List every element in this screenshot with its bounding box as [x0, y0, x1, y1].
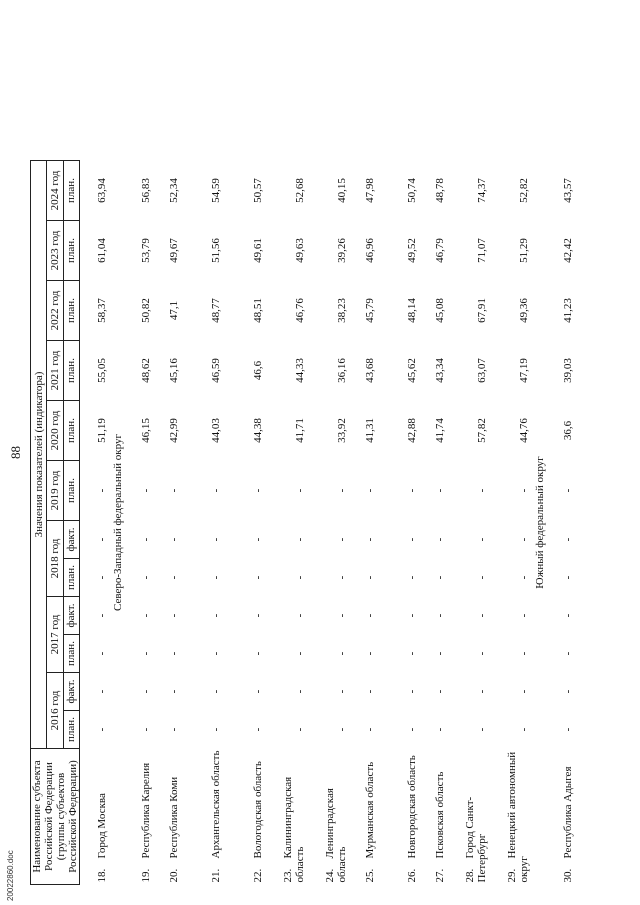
value-cell: 74,37 — [476, 178, 488, 203]
value-cell: 45,79 — [364, 298, 376, 323]
region-name: Новгородская область — [406, 755, 418, 859]
value-cell: - — [96, 689, 108, 694]
value-cell: 46,6 — [252, 360, 264, 381]
region-cell — [446, 749, 488, 885]
year-header: 2023 год — [47, 221, 63, 281]
table-row — [80, 161, 109, 885]
value-cell: - — [336, 488, 348, 493]
value-cell: - — [140, 488, 152, 493]
value-cell: 52,34 — [168, 178, 180, 203]
value-cell: 47,98 — [364, 178, 376, 203]
value-cell: 41,31 — [364, 418, 376, 443]
value-cell: - — [252, 575, 264, 580]
value-cell: - — [210, 613, 222, 618]
table-body — [80, 161, 575, 885]
value-cell: - — [476, 651, 488, 656]
table-row — [152, 161, 180, 885]
value-cell: - — [252, 689, 264, 694]
row-number: 26. — [406, 868, 418, 883]
value-cell: - — [434, 613, 446, 618]
value-cell: - — [518, 651, 530, 656]
value-cell: - — [406, 488, 418, 493]
year-header: 2018 год — [47, 521, 63, 597]
year-header: 2022 год — [47, 281, 63, 341]
value-cell: - — [168, 689, 180, 694]
value-cell: 48,78 — [434, 178, 446, 203]
table-row — [446, 161, 488, 885]
value-cell: - — [562, 613, 574, 618]
year-header: 2017 год — [47, 597, 63, 673]
value-cell: - — [168, 488, 180, 493]
value-cell: - — [140, 689, 152, 694]
value-cell: 43,57 — [562, 178, 574, 203]
value-cell: - — [364, 613, 376, 618]
value-cell: 48,77 — [210, 298, 222, 323]
value-cell: - — [562, 651, 574, 656]
value-cell: 45,08 — [434, 298, 446, 323]
value-cell: 43,34 — [434, 358, 446, 383]
year-header: 2021 год — [47, 341, 63, 401]
table-row — [348, 161, 376, 885]
value-cell: 45,62 — [406, 358, 418, 383]
row-number: 27. — [434, 868, 446, 883]
value-cell: 48,51 — [252, 298, 264, 323]
district-title: Северо-Западный федеральный округ — [112, 434, 124, 612]
value-cell: - — [336, 727, 348, 732]
value-cell: 39,26 — [336, 238, 348, 263]
value-cell: 47,19 — [518, 358, 530, 383]
value-cell: 42,42 — [562, 238, 574, 263]
value-cell: 47,1 — [168, 300, 180, 321]
value-cell: - — [364, 575, 376, 580]
value-cell: 46,15 — [140, 418, 152, 443]
table-row — [306, 161, 348, 885]
district-title: Южный федеральный округ — [534, 456, 546, 589]
value-cell: - — [210, 727, 222, 732]
value-cell: 54,59 — [210, 178, 222, 203]
value-cell: - — [140, 537, 152, 542]
value-cell: - — [476, 613, 488, 618]
value-cell: - — [476, 727, 488, 732]
value-cell: - — [252, 488, 264, 493]
value-cell: - — [476, 488, 488, 493]
region-name: Город Санкт-Петербург — [464, 796, 488, 883]
region-name: Республика Карелия — [140, 762, 152, 859]
value-cell: - — [406, 575, 418, 580]
value-cell: - — [210, 575, 222, 580]
value-cell: 61,04 — [96, 238, 108, 263]
value-cell: - — [168, 575, 180, 580]
value-cell: 53,79 — [140, 238, 152, 263]
value-cell: 42,88 — [406, 418, 418, 443]
value-cell: - — [406, 651, 418, 656]
value-cell: 42,99 — [168, 418, 180, 443]
plan-header: план. — [63, 401, 79, 461]
plan-header: план. — [63, 711, 79, 749]
value-cell: 48,14 — [406, 298, 418, 323]
value-cell: - — [336, 537, 348, 542]
value-cell: - — [476, 537, 488, 542]
value-cell: - — [518, 575, 530, 580]
value-cell: 44,33 — [294, 358, 306, 383]
row-number: 30. — [562, 868, 574, 883]
year-header: 2020 год — [47, 401, 63, 461]
plan-header: план. — [63, 161, 79, 221]
value-cell: - — [476, 575, 488, 580]
value-cell: 49,52 — [406, 238, 418, 263]
plan-header: план. — [63, 635, 79, 673]
value-cell: - — [562, 727, 574, 732]
plan-header: план. — [63, 221, 79, 281]
value-cell: - — [406, 613, 418, 618]
table-row — [180, 161, 222, 885]
year-header: 2019 год — [47, 461, 63, 521]
fact-header: факт. — [63, 597, 79, 635]
row-number: 25. — [364, 868, 376, 883]
value-cell: - — [518, 727, 530, 732]
value-cell: - — [210, 689, 222, 694]
value-cell: - — [476, 689, 488, 694]
row-number: 22. — [252, 868, 264, 883]
value-cell: 46,76 — [294, 298, 306, 323]
row-number: 21. — [210, 868, 222, 883]
region-name: Псковская область — [434, 771, 446, 859]
value-cell: - — [252, 537, 264, 542]
document-id: 20022860.doc — [6, 850, 15, 901]
region-name: Калининградская область — [282, 776, 306, 883]
value-cell: 55,05 — [96, 358, 108, 383]
value-cell: 50,57 — [252, 178, 264, 203]
value-cell: - — [96, 613, 108, 618]
region-cell — [152, 749, 180, 885]
row-number: 20. — [168, 868, 180, 883]
value-cell: - — [406, 689, 418, 694]
value-cell: - — [294, 689, 306, 694]
value-cell: 44,03 — [210, 418, 222, 443]
value-cell: - — [96, 537, 108, 542]
value-cell: 41,71 — [294, 418, 306, 443]
value-cell: 45,16 — [168, 358, 180, 383]
value-cell: - — [364, 537, 376, 542]
value-cell: 49,61 — [252, 238, 264, 263]
region-cell — [306, 749, 348, 885]
indicator-group-header: Значения показателей (индикатора) — [31, 161, 47, 749]
value-cell: - — [294, 651, 306, 656]
value-cell: 36,6 — [562, 420, 574, 441]
region-cell — [488, 749, 530, 885]
value-cell: - — [252, 651, 264, 656]
value-cell: - — [140, 727, 152, 732]
district-row — [108, 161, 124, 885]
region-name: Ленинградская область — [324, 788, 348, 883]
region-cell — [222, 749, 264, 885]
value-cell: 52,68 — [294, 178, 306, 203]
value-cell: 56,83 — [140, 178, 152, 203]
value-cell: - — [562, 488, 574, 493]
value-cell: - — [294, 727, 306, 732]
value-cell: - — [96, 488, 108, 493]
value-cell: - — [406, 727, 418, 732]
value-cell: - — [562, 575, 574, 580]
value-cell: 46,96 — [364, 238, 376, 263]
table-row — [418, 161, 446, 885]
plan-header: план. — [63, 559, 79, 597]
value-cell: - — [336, 613, 348, 618]
region-name: Республика Адыгея — [562, 766, 574, 859]
row-number: 23. — [282, 868, 294, 883]
value-cell: 40,15 — [336, 178, 348, 203]
indicator-table — [30, 160, 574, 885]
value-cell: 58,37 — [96, 298, 108, 323]
value-cell: 33,92 — [336, 418, 348, 443]
region-name: Вологодская область — [252, 761, 264, 859]
value-cell: - — [294, 613, 306, 618]
region-name: Архангельская область — [210, 750, 222, 859]
value-cell: 49,63 — [294, 238, 306, 263]
value-cell: - — [406, 537, 418, 542]
value-cell: 44,38 — [252, 418, 264, 443]
plan-header: план. — [63, 341, 79, 401]
value-cell: 51,19 — [96, 418, 108, 443]
value-cell: - — [434, 488, 446, 493]
row-number: 19. — [140, 868, 152, 883]
name-column-header: Наименование субъекта Российской Федерации (группы субъектов Российской Федерации) — [31, 749, 80, 885]
value-cell: 71,07 — [476, 238, 488, 263]
value-cell: - — [336, 651, 348, 656]
value-cell: 41,23 — [562, 298, 574, 323]
value-cell: 49,36 — [518, 298, 530, 323]
year-header: 2016 год — [47, 673, 63, 749]
value-cell: 52,82 — [518, 178, 530, 203]
value-cell: - — [252, 727, 264, 732]
value-cell: - — [140, 575, 152, 580]
value-cell: - — [168, 613, 180, 618]
value-cell: - — [518, 689, 530, 694]
value-cell: - — [434, 689, 446, 694]
value-cell: - — [562, 689, 574, 694]
value-cell: - — [434, 727, 446, 732]
row-number: 29. — [506, 868, 518, 883]
value-cell: - — [140, 613, 152, 618]
row-number: 18. — [96, 868, 108, 883]
region-cell — [348, 749, 376, 885]
value-cell: - — [252, 613, 264, 618]
region-name: Мурманская область — [364, 761, 376, 859]
table-row — [546, 161, 574, 885]
value-cell: 41,74 — [434, 418, 446, 443]
year-header: 2024 год — [47, 161, 63, 221]
value-cell: - — [518, 488, 530, 493]
region-cell — [264, 749, 306, 885]
region-cell — [546, 749, 574, 885]
value-cell: - — [210, 537, 222, 542]
value-cell: - — [336, 575, 348, 580]
value-cell: - — [294, 575, 306, 580]
value-cell: 51,56 — [210, 238, 222, 263]
value-cell: 36,16 — [336, 358, 348, 383]
table-row — [264, 161, 306, 885]
value-cell: - — [168, 537, 180, 542]
value-cell: 43,68 — [364, 358, 376, 383]
region-name: Ненецкий автономный округ — [506, 751, 530, 883]
plan-header: план. — [63, 461, 79, 521]
value-cell: - — [294, 537, 306, 542]
value-cell: - — [364, 727, 376, 732]
region-name: Республика Коми — [168, 776, 180, 859]
value-cell: 48,62 — [140, 358, 152, 383]
value-cell: 39,03 — [562, 358, 574, 383]
value-cell: - — [518, 613, 530, 618]
table-row — [124, 161, 152, 885]
value-cell: - — [364, 689, 376, 694]
table-row — [488, 161, 530, 885]
value-cell: - — [210, 651, 222, 656]
value-cell: 46,59 — [210, 358, 222, 383]
value-cell: - — [96, 727, 108, 732]
value-cell: 46,79 — [434, 238, 446, 263]
value-cell: 50,74 — [406, 178, 418, 203]
page-number: 88 — [8, 446, 23, 459]
value-cell: 57,82 — [476, 418, 488, 443]
value-cell: - — [168, 727, 180, 732]
value-cell: 63,94 — [96, 178, 108, 203]
region-cell — [376, 749, 418, 885]
district-row — [530, 161, 546, 885]
value-cell: 44,76 — [518, 418, 530, 443]
region-cell — [418, 749, 446, 885]
value-cell: - — [294, 488, 306, 493]
value-cell: - — [336, 689, 348, 694]
table-row — [222, 161, 264, 885]
value-cell: - — [518, 537, 530, 542]
value-cell: - — [140, 651, 152, 656]
value-cell: - — [434, 575, 446, 580]
value-cell: 38,23 — [336, 298, 348, 323]
region-cell — [80, 749, 109, 885]
value-cell: - — [434, 651, 446, 656]
value-cell: - — [434, 537, 446, 542]
value-cell: 51,29 — [518, 238, 530, 263]
value-cell: - — [210, 488, 222, 493]
value-cell: - — [562, 537, 574, 542]
region-name: Город Москва — [96, 793, 108, 859]
value-cell: - — [96, 575, 108, 580]
plan-header: план. — [63, 281, 79, 341]
value-cell: 63,07 — [476, 358, 488, 383]
value-cell: - — [364, 488, 376, 493]
fact-header: факт. — [63, 521, 79, 559]
region-cell — [124, 749, 152, 885]
value-cell: - — [168, 651, 180, 656]
value-cell: - — [96, 651, 108, 656]
value-cell: 50,82 — [140, 298, 152, 323]
value-cell: 49,67 — [168, 238, 180, 263]
value-cell: - — [364, 651, 376, 656]
value-cell: 67,91 — [476, 298, 488, 323]
row-number: 28. — [464, 868, 476, 883]
row-number: 24. — [324, 868, 336, 883]
fact-header: факт. — [63, 673, 79, 711]
region-cell — [180, 749, 222, 885]
table-row — [376, 161, 418, 885]
